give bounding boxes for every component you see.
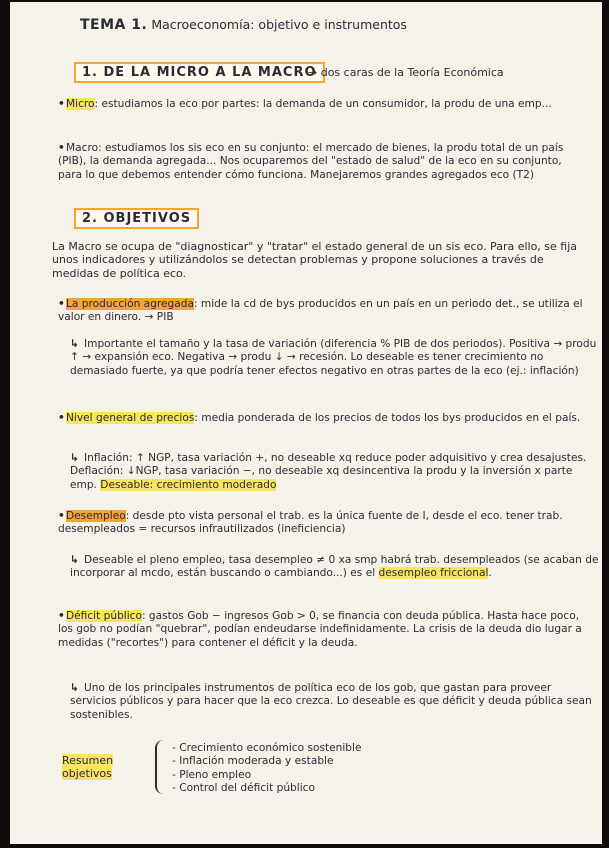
- summary-list: [172, 742, 472, 796]
- section-2-label: 2. OBJETIVOS: [82, 211, 192, 226]
- page-title: [80, 18, 609, 32]
- precios-lead: Nivel general de precios: [66, 412, 195, 424]
- deficit-note-text: Uno de los principales instrumentos de política eco de los gob, que gastan para proveer servicios públicos y para hacer que la eco crezca. Lo deseable es que déficit y deuda pública sean sostenibles.: [70, 682, 592, 721]
- arrow-icon: ↳: [70, 338, 79, 350]
- precios-note-text: Inflación: ↑ NGP, tasa variación +, no deseable xq reduce poder adquisitivo y crea desajustes. Deflación: ↓NGP, tasa variación −, no deseable xq desincentiva la produ y la inversión x parte emp.: [70, 452, 587, 491]
- produccion-note-text: Importante el tamaño y la tasa de variación (diferencia % PIB de dos periodos). Positiva → produ ↑ → expansión eco. Negativa → produ ↓ → recesión. Lo deseable es tener crecimiento no demasiado fuerte, ya que podría tener efectos negativo en otras partes de la eco (ej.: inflación): [70, 338, 597, 377]
- macro-text: : estudiamos los sis eco en su conjunto: el mercado de bienes, la produ total de un país (PIB), la demanda agregada... Nos ocuparemos del "estado de salud" de la eco en su conjunto, para lo que debemos entender cómo funciona. Manejaremos grandes agregados eco (T2): [58, 142, 564, 181]
- produccion-text: : mide la cd de bys producidos en un país en un periodo det., se utiliza el valor en dinero. → PIB: [58, 298, 583, 324]
- section-1-label: 1. DE LA MICRO A LA MACRO: [82, 65, 317, 80]
- deficit-note: [58, 682, 600, 722]
- desempleo-note: [58, 554, 600, 581]
- brace-icon: [155, 740, 167, 794]
- summary-item: - Crecimiento económico sostenible: [172, 742, 362, 754]
- deficit-lead: Déficit público: [66, 610, 142, 622]
- title-text: Macroeconomía: objetivo e instrumentos: [151, 17, 407, 32]
- objectives-intro: La Macro se ocupa de "diagnosticar" y "tratar" el estado general de un sis eco. Para ello, se fija unos indicadores y utilizándolos se detectan problemas y propone soluciones a través de medidas de política eco.: [52, 240, 578, 280]
- desempleo-note-end: .: [488, 567, 492, 580]
- desempleo-lead: Desempleo: [66, 510, 126, 522]
- arrow-icon: ↳: [70, 682, 79, 694]
- bullet-icon: •: [58, 98, 65, 110]
- notebook-page: [10, 2, 602, 844]
- bullet-icon: •: [58, 412, 65, 424]
- macro-lead: Macro: [66, 142, 99, 154]
- micro-text: : estudiamos la eco por partes: la demanda de un consumidor, la produ de una emp...: [94, 98, 552, 110]
- summary-label: [62, 754, 142, 781]
- bullet-icon: •: [58, 610, 65, 622]
- desempleo-paragraph: [58, 510, 588, 537]
- micro-paragraph: [58, 98, 588, 111]
- bullet-icon: •: [58, 142, 65, 154]
- deficit-paragraph: [58, 610, 588, 650]
- arrow-icon: ↳: [70, 554, 79, 566]
- summary-item: - Inflación moderada y estable: [172, 755, 334, 768]
- precios-paragraph: [58, 412, 588, 425]
- section-2-heading: [74, 208, 199, 229]
- section-1-heading: [74, 62, 325, 83]
- precios-note: [58, 452, 600, 492]
- precios-text: : media ponderada de los precios de todos los bys producidos en el país.: [194, 412, 581, 424]
- micro-lead: Micro: [66, 98, 95, 110]
- produccion-lead: La producción agregada: [66, 298, 194, 310]
- produccion-paragraph: [58, 298, 588, 325]
- section-1-note: → dos caras de la Teoría Económica: [308, 66, 504, 79]
- summary-label-text: Resumen objetivos: [62, 754, 114, 781]
- precios-note-highlight: Deseable: crecimiento moderado: [100, 478, 277, 491]
- arrow-icon: ↳: [70, 452, 79, 464]
- produccion-note: [58, 338, 600, 378]
- bullet-icon: •: [58, 510, 65, 522]
- deficit-text: : gastos Gob − ingresos Gob > 0, se financia con deuda pública. Hasta hace poco, los gob no podían "quebrar", podían endeudarse indefinidamente. La crisis de la deuda dio lugar a medidas ("recortes") para contener el déficit y la deuda.: [58, 610, 582, 649]
- desempleo-note-highlight: desempleo friccional: [378, 567, 489, 580]
- summary-item: - Pleno empleo: [172, 768, 252, 781]
- desempleo-note-text: Deseable el pleno empleo, tasa desempleo ≠ 0 xa smp habrá trab. desempleados (se acaban de incorporar al mcdo, están buscando o cambiando...) es el: [70, 554, 599, 580]
- title-prefix: TEMA 1.: [80, 17, 148, 33]
- desempleo-text: : desde pto vista personal el trab. es la única fuente de I, desde el eco. tener trab. desempleados = recursos infrautilizados (ineficiencia): [58, 510, 563, 536]
- macro-paragraph: [58, 142, 588, 182]
- summary-item: - Control del déficit público: [172, 782, 315, 795]
- bullet-icon: •: [58, 298, 65, 310]
